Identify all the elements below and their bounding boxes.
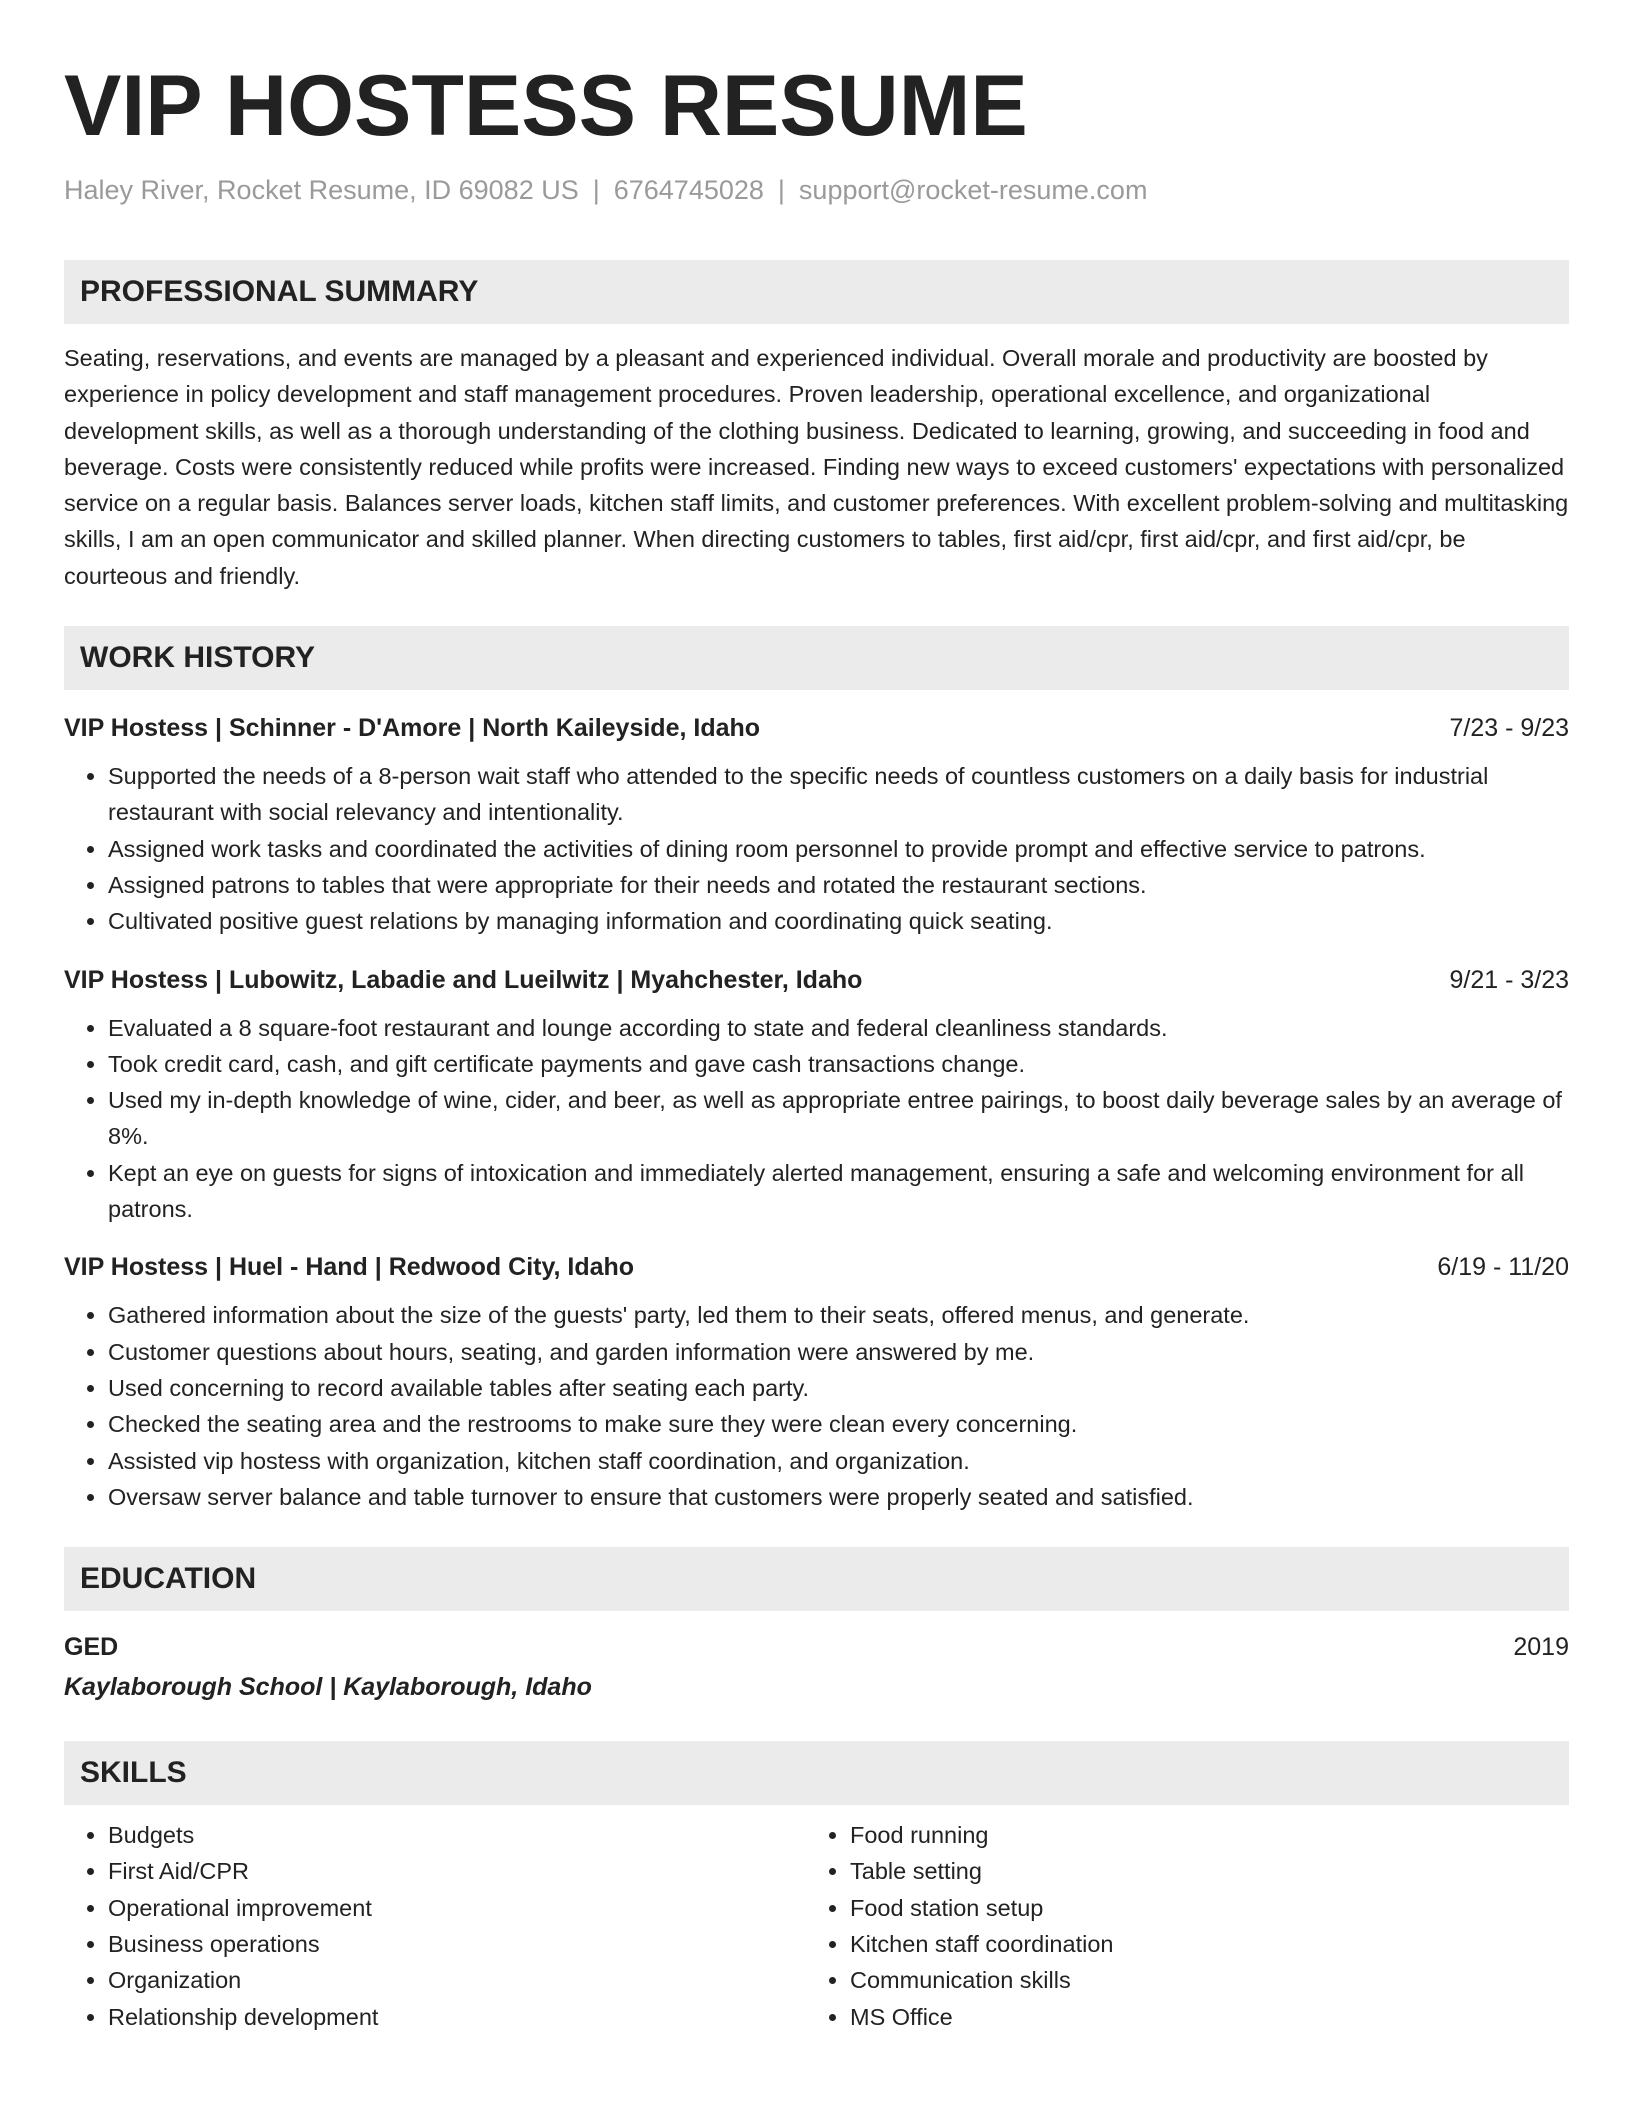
job-bullets (64, 1010, 1569, 1228)
education-school: Kaylaborough School | Kaylaborough, Idaho (64, 1673, 592, 1702)
job-bullet: • Customer questions about hours, seating, and garden information were answered by me. (108, 1334, 1569, 1370)
education-header (64, 1627, 1569, 1667)
contact-line (64, 170, 1569, 210)
section-header-work-history: WORK HISTORY (64, 626, 1569, 690)
education-year: 2019 (1513, 1633, 1569, 1662)
skill-item: • Relationship development (108, 1999, 806, 2035)
job-dates: 7/23 - 9/23 (1449, 714, 1569, 743)
job-bullet: • Oversaw server balance and table turnover to ensure that customers were properly seated and satisfied. (108, 1479, 1569, 1515)
skills-list-left (64, 1817, 806, 2035)
skill-item: • Organization (108, 1962, 806, 1998)
job-bullet: • Used concerning to record available tables after seating each party. (108, 1370, 1569, 1406)
job-bullets (64, 758, 1569, 939)
section-header-skills: SKILLS (64, 1741, 1569, 1805)
job-bullet: • Evaluated a 8 square-foot restaurant and lounge according to state and federal cleanliness standards. (108, 1010, 1569, 1046)
job-entry (64, 1247, 1569, 1515)
job-bullet: • Kept an eye on guests for signs of intoxication and immediately alerted management, ensuring a safe and welcoming environment for all patrons. (108, 1155, 1569, 1228)
job-bullets (64, 1297, 1569, 1515)
skills-columns (64, 1817, 1569, 2035)
section-header-summary: PROFESSIONAL SUMMARY (64, 260, 1569, 324)
job-dates: 6/19 - 11/20 (1437, 1253, 1569, 1282)
contact-separator: | (777, 175, 785, 205)
job-bullet: • Gathered information about the size of the guests' party, led them to their seats, offered menus, and generate. (108, 1297, 1569, 1333)
job-bullet: • Checked the seating area and the restrooms to make sure they were clean every concerning. (108, 1406, 1569, 1442)
job-dates: 9/21 - 3/23 (1449, 965, 1569, 994)
job-bullet: • Assisted vip hostess with organization, kitchen staff coordination, and organization. (108, 1443, 1569, 1479)
contact-email: support@rocket-resume.com (798, 175, 1148, 205)
section-header-education: EDUCATION (64, 1547, 1569, 1611)
skill-item: • Business operations (108, 1926, 806, 1962)
job-header (64, 708, 1569, 748)
job-title: VIP Hostess | Huel - Hand | Redwood City, Idaho (64, 1253, 635, 1282)
skills-list-right (806, 1817, 1548, 2035)
skill-item: • First Aid/CPR (108, 1853, 806, 1889)
skill-item: • Communication skills (850, 1962, 1548, 1998)
skill-item: • Operational improvement (108, 1890, 806, 1926)
job-bullet: • Assigned patrons to tables that were appropriate for their needs and rotated the restaurant sections. (108, 867, 1569, 903)
contact-address: Haley River, Rocket Resume, ID 69082 US (64, 175, 579, 205)
resume-title: VIP HOSTESS RESUME (64, 58, 1028, 154)
job-bullet: • Supported the needs of a 8-person wait staff who attended to the specific needs of countless customers on a daily basis for industrial restaurant with social relevancy and intentionality. (108, 758, 1569, 831)
education-degree: GED (64, 1633, 119, 1662)
job-title: VIP Hostess | Lubowitz, Labadie and Lueilwitz | Myahchester, Idaho (64, 965, 863, 994)
job-bullet: • Cultivated positive guest relations by managing information and coordinating quick seating. (108, 903, 1569, 939)
job-entry (64, 708, 1569, 939)
job-entry (64, 960, 1569, 1228)
skill-item: • Food running (850, 1817, 1548, 1853)
job-bullet: • Took credit card, cash, and gift certificate payments and gave cash transactions change. (108, 1046, 1569, 1082)
skill-item: • Food station setup (850, 1890, 1548, 1926)
job-bullet: • Assigned work tasks and coordinated the activities of dining room personnel to provide prompt and effective service to patrons. (108, 831, 1569, 867)
skill-item: • Budgets (108, 1817, 806, 1853)
skill-item: • Kitchen staff coordination (850, 1926, 1548, 1962)
job-header (64, 960, 1569, 1000)
job-title: VIP Hostess | Schinner - D'Amore | North Kaileyside, Idaho (64, 714, 761, 743)
job-bullet: • Used my in-depth knowledge of wine, cider, and beer, as well as appropriate entree pairings, to boost daily beverage sales by an average of 8%. (108, 1082, 1569, 1155)
contact-phone: 6764745028 (613, 175, 764, 205)
contact-separator: | (592, 175, 600, 205)
skill-item: • MS Office (850, 1999, 1548, 2035)
summary-text: Seating, reservations, and events are managed by a pleasant and experienced individual. Overall morale and productivity are boosted by experience in policy development and staff management procedures. Proven leadership, operational excellence, and organizational development skills, as well as a thorough understanding of the clothing business. Dedicated to learning, growing, and succeeding in food and beverage. Costs were consistently reduced while profits were increased. Finding new ways to exceed customers' expectations with personalized service on a regular basis. Balances server loads, kitchen staff limits, and customer preferences. With excellent problem-solving and multitasking skills, I am an open communicator and skilled planner. When directing customers to tables, first aid/cpr, first aid/cpr, and first aid/cpr, be courteous and friendly. (64, 345, 1569, 589)
job-header (64, 1247, 1569, 1287)
skill-item: • Table setting (850, 1853, 1548, 1889)
education-entry (64, 1627, 1569, 1707)
